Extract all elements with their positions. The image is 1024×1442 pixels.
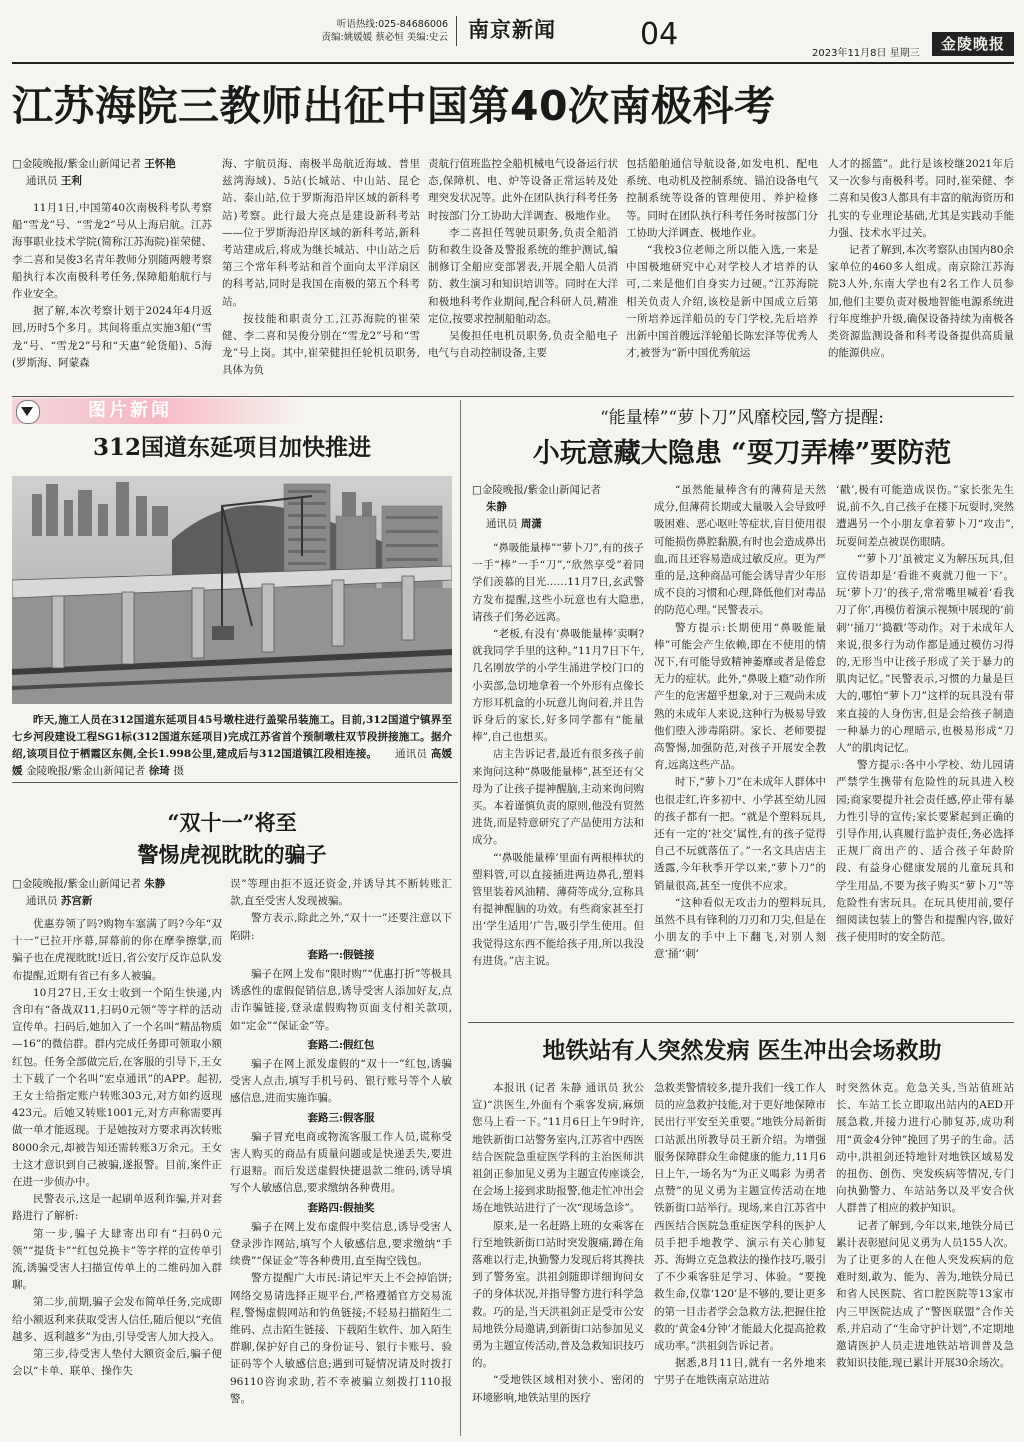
metro-col-3: 时突然休克。危急关头,当站值班站长、车站工长立即取出站内的AED开展急救,并接力进行心肺复苏,成功利用“黄金4分钟”挽回了男子的生命。活动中,洪祖剑还特地针对地铁区域易发的扭伤、创伤、突发疾病等情况,专门向执勤警力、车站站务以及平安合伙人群普了相应的救护知识。 记者了解到,今年以来,地铁分局已累计表彰慰问见义勇为人员155人次。为了让更多的人在他人突发疾病的危难时刻,敢为、能为、善为,地铁分局已和省人民医院、省口腔医院等13家市内三甲医院达成了“警医联盟”合作关系,并启动了“生命守护计划”,不定期地邀请医护人员走进地铁站培训普及急救知识技能,现已累计开展30余场次。 — [836, 1082, 1014, 1370]
lead-rule — [12, 396, 1014, 397]
toys-col-1: “鼻吸能量棒”“萝卜刀”,有的孩子一手“棒”一手“刀”,“欣然享受”着同学们羡慕的目光……11月7日,玄武警方发布提醒,这些小玩意也有大隐患,请孩子们务必远离。 “老板,有没有‘鼻吸能量棒’卖啊?就我同学手里的这种。”11月7日下午,几名刚放学的小学生涌进学校门口的小卖部,急切地拿着一个外形有点像长方形耳机盒的小玩意儿询问着,并且告诉身后的家长,好多同学都有“能量棒”,自己也想买。 店主告诉记者,最近有很多孩子前来询问这种“鼻吸能量棒”,甚至还有父母为了让孩子提神醒脑,主动来询问购买。本着谨慎负责的原则,他没有贸然进货,而是特意研究了产品使用方法和成分。 “‘鼻吸能量棒’里面有两根棒状的塑料管,可以直接插进两边鼻孔,塑料管里装着风油精、薄荷等成分,宣称具有提神醒脑的功效。有些商家甚至打出‘学生适用’广告,吸引学生使用。但我觉得这东西不能给孩子用,所以我没有进货。”店主说。 — [472, 542, 644, 967]
toys-col-3: ‘戳’,极有可能造成误伤。”家长张先生说,前不久,自己孩子在楼下玩耍时,突然遭遇另一个小朋友拿着萝卜刀“攻击”,玩耍间差点被误伤眼睛。 “‘萝卜刀’虽被定义为解压玩具,但宣传语却是‘看谁不爽就刀他一下’。玩‘萝卜刀’的孩子,常常嘴里喊着‘看我刀了你’,再模仿着演示视频中展现的‘前刺’‘捅刀’‘捣戳’等动作。对于未成年人来说,很多行为动作都是通过模仿习得的,无形当中让孩子形成了关于暴力的肌肉记忆。”民警表示,习惯的力量是巨大的,哪怕“萝卜刀”这样的玩具没有带来直接的人身伤害,但是会给孩子制造一种暴力的心理暗示,也极易形成“刀人”的肌肉记忆。 警方提示:各中小学校、幼儿园请严禁学生携带有危险性的玩具进入校园;商家要提升社会责任感,停止带有暴力性引导的宣传;家长要紧起到正确的引导作用,认真履行监护责任,务必选择正规厂商出产的、适合孩子年龄阶段、有益身心健康发展的儿童玩具和学生用品,不要为孩子购买“萝卜刀”等危险性有害玩具。在玩具使用前,要仔细阅读包装上的警告和提醒内容,做好孩子使用时的安全防范。 — [836, 484, 1014, 944]
toys-col-2: “虽然能量棒含有的薄荷是天然成分,但薄荷长期或大量吸入会导致呼吸困难、恶心呕吐等症状,盲目使用很可能损伤鼻腔黏膜,有时也会造成鼻出血,而且还容易造成过敏反应。更为严重的是,这种商品可能会诱导青少年形成不良的习惯和心理,降低他们对毒品的防范心理。”民警表示。 警方提示:长期使用“鼻吸能量棒”可能会产生依赖,即在不使用的情况下,有可能导致精神萎靡或者是倦怠无力的症状。此外,“鼻吸上瘾”动作所产生的危害超乎想象,对于三观尚未成熟的未成年人来说,这种行为极易导致他们堕入涉毒陷阱。家长、老师要提高警惕,加强防范,对孩子开展安全教育,远离这些产品。 时下,“萝卜刀”在未成年人群体中也很走红,许多初中、小学甚至幼儿园的孩子都有一把。“就是个塑料玩具,还有一定的‘社交’属性,有的孩子觉得自己不玩就落伍了。”一名文具店店主透露,今年秋季开学以来,“萝卜刀”的销量很高,甚至一度供不应求。 “这种看似无攻击力的塑料玩具,虽然不具有锋利的刀刃和刀尖,但是在小朋友的手中上下翻飞,对别人刻意‘捅’‘刺’ — [654, 484, 826, 961]
lead-byline: □金陵晚报/紫金山新闻记者 王怀艳 通讯员 王利 — [12, 158, 176, 187]
lead-col-3: 责航行值班监控全船机械电气设备运行状态,保障机、电、炉等设备正常运转及处理突发状况等。此外在团队执行科考任务时按部门分工协助大洋调查、极地作业。 李二喜担任驾驶员职务,负责全船消防和救生设备及警报系统的维护测试,编制修订全船应变部署表,开展全船人员消防、救生演习和知识培训等。同时在大洋和极地科考作业期间,配合科研人员,精准定位,按要求控制船舶动态。 吴俊担任电机员职务,负责全船电子电气与自动控制设备,主要 — [428, 158, 618, 360]
lead-col-5: 人才的摇篮”。此行是该校继2021年后又一次参与南极科考。同时,崔荣健、李二喜和吴俊3人都具有丰富的航海资历和扎实的专业理论基础,尤其是实践动手能力强、技术水平过关。 记者了解到,本次考察队由国内80余家单位的460多人组成。南京除江苏海院3人外,东南大学也有2名工作人员参加,他们主要负责对极地智能电源系统进行年度维护升级,确保设备持续为南极各类资源监测设备和科考设备提供高质量的能源供应。 — [828, 158, 1014, 360]
hotline: 听语热线:025-84686006 — [336, 19, 448, 30]
scam-col-1: 优惠券领了吗?购物车塞满了吗?今年“双十一”已拉开序幕,屏幕前的你在摩拳擦掌,而骗子也在虎视眈眈!近日,省公安厅反诈总队发布提醒,近期有省已有多人被骗。 10月27日,王女士收到一个陌生快递,内含印有“备战双11,扫码0元领”等字样的活动宣传单。扫码后,她加入了一个名叫“精品物质—16”的微信群。群内完成任务即可领取小额红包。任务全部做完后,在客服的引导下,王女士下载了一个名叫“宏卓通讯”的APP。起初,王女士给指定账户转账303元,对方如约返现423元。后她又转账1001元,对方声称需要再做一单才能返现。于是她按对方要求再次转账8000余元,却被告知还需转账3万余元。王女士这才意识到自己被骗,遂报警。目前,案件正在进一步侦办中。 民警表示,这是一起刷单返利诈骗,并对套路进行了解析: 第一步,骗子大肆寄出印有“扫码0元领”“提货卡”“红包兑换卡”等字样的宣传单引流,诱骗受害人扫描宣传单上的二维码加入群聊。 第二步,前期,骗子会发布简单任务,完成即给小额返利来获取受害人信任,随后便以“充值越多、返利越多”为由,引导受害人加大投入。 第三步,待受害人垫付大额资金后,骗子便会以“卡单、联单、操作失 — [12, 918, 222, 1378]
toys-headline: 小玩意藏大隐患 “耍刀弄棒”要防范 — [532, 438, 952, 469]
editors: 责编:姚媛媛 蔡必恒 美编:史云 — [321, 32, 448, 43]
metro-col-1: 本报讯 (记者 朱静 通讯员 狄公宣)“洪医生,外面有个乘客发病,麻烦您马上看一下。”11月6日上午9时许,地铁新街口站警务室内,江苏省中西医结合医院急重症医学科的主治医师洪祖剑正参加见义勇为主题宣传座谈会,在会场上接到求助报警,他走忙冲出会场在地铁站进行了一次“现场急诊”。 原来,是一名赶路上班的女乘客在行至地铁新街口站时突发腹痛,蹲在角落难以行走,执勤警力发现后将其搀扶到了警务室。洪祖剑随即详细询问女子的身体状况,并指导警方进行科学急救。巧的是,当天洪祖剑正是受市公安局地铁分局邀请,到新街口站参加见义勇为主题宣传活动,普及急救知识技巧的。 “受地铁区域相对狭小、密闭的环境影响,地铁站里的医疗 — [472, 1082, 644, 1404]
photo-news-headline: 312国道东延项目加快推进 — [92, 434, 371, 461]
toys-rule — [468, 1022, 1014, 1023]
construction-photo — [12, 476, 452, 704]
lead-col-4: 包括船舶通信导航设备,如发电机、配电系统、电动机及控制系统、锚泊设备电气控制系统等设备的管理使用、养护检修等。同时在团队执行科考任务时按部门分工协助大洋调查、极地作业。 “我校3位老师之所以能入选,一来是中国极地研究中心对学校人才培养的认可,二来是他们自身实力过硬。”江苏海院相关负责人介绍,该校是新中国成立后第一所培养远洋船员的专门学校,先后培养出新中国首艘远洋轮船长陈宏泽等优秀人才,被誉为“新中国优秀航运 — [626, 158, 818, 360]
lead-col-2: 海、宇航员海、南极半岛航近海域、普里兹湾海域)、5站(长城站、中山站、昆仑站、泰山站,位于罗斯海沿岸区域的新科考站)考察。此行最大亮点是建设新科考站——位于罗斯海沿岸区域的新科考站,新科考站建成后,将成为继长城站、中山站之后第三个常年科考站和首个面向太平洋扇区的科考站,同时是我国在南极的第五个科考站。 按技能和职责分工,江苏海院的崔荣健、李二喜和吴俊分别在“雪龙2”号和“雪龙”号上岗。其中,崔荣健担任轮机员职务,具体为负 — [222, 158, 420, 377]
toys-byline: □金陵晚报/紫金山新闻记者 朱静 通讯员 周潇 — [472, 484, 601, 530]
masthead-logo: 金陵晚报 — [932, 32, 1014, 56]
column-divider — [460, 400, 461, 1436]
section-title: 南京新闻 — [468, 18, 556, 42]
photo-caption: 昨天,施工人员在312国道东延项目45号墩柱进行盖梁吊装施工。目前,312国道宁镇界至七乡河段建设工程SG1标(312国道东延项目)完成江苏省首个预制墩柱双节段拼接施工。据介绍,该项目位于栖霞区东侧,全长1.998公里,建成后与312国道镇江段相连接。 通讯员 高媛媛 金陵晚报/紫金山新闻记者 徐琦 摄 — [12, 714, 453, 777]
metro-col-2: 急救类警情较多,提升我们一线工作人员的应急救护技能,对于更好地保障市民出行平安至关重要。”地铁分局新街口站派出所教导员王新介绍。为增强服务保障群众生命健康的能力,11月6日上午,一场名为“为正义喝彩 为勇者点赞”的见义勇为主题宣传活动在地铁新街口站举行。现场,来自江苏省中西医结合医院急重症医学科的医护人员手把手地教学、演示有关心肺复苏、海姆立克急救法的操作技巧,吸引了不少乘客驻足学习、体验。“要挽救生命,仅靠‘120’是不够的,要让更多的第一目击者学会急救方法,把握住抢救的‘黄金4分钟’才能最大化提高抢救成功率。”洪祖剑告诉记者。 据悉,8月11日,就有一名外地来宁男子在地铁南京站进站 — [654, 1082, 826, 1387]
scam-headline-2: 警惕虎视眈眈的骗子 — [137, 842, 327, 867]
scam-byline: □金陵晚报/紫金山新闻记者 朱静 通讯员 苏宫新 — [12, 878, 166, 907]
lead-col-1: 11月1日,中国第40次南极科考队考察船“雪龙”号、“雪龙2”号从上海启航。江苏海事职业技术学院(简称江苏海院)崔荣健、李二喜和吴俊3名青年教师分别随两艘考察船执行本次南极科考任务,保障船舶航行与作业安全。 据了解,本次考察计划于2024年4月返回,历时5个多月。其间将重点实施3船(“雪龙”号、“雪龙2”号和“天惠”轮货船)、5海(罗斯海、阿蒙森 — [12, 202, 212, 369]
triangle-down-icon — [21, 407, 33, 416]
lead-headline: 江苏海院三教师出征中国第40次南极科考 — [12, 82, 776, 130]
page-number: 04 — [640, 17, 679, 52]
header-rule — [12, 62, 1014, 64]
issue-date: 2023年11月8日 星期三 — [812, 48, 920, 59]
scam-col-2: 误”等理由拒不返还资金,并诱导其不断转账汇款,直至受害人发现被骗。 警方表示,除此之外,“双十一”还要注意以下陷阱: 套路一:假链接 骗子在网上发布“限时购”“优惠打折”等极具诱惑性的虚假促销信息,诱导受害人添加好友,点击诈骗链接,登录虚假购物页面支付相关款项,如“定金”“保证金”等。 套路二:假红包 骗子在网上派发虚假的“双十一”红包,诱骗受害人点击,填写手机号码、银行账号等个人敏感信息,进而实施诈骗。 套路三:假客服 骗子冒充电商或物流客服工作人员,谎称受害人购买的商品有质量问题或是快递丢失,要进行退赔。而后发送虚假快捷退款二维码,诱导填写个人敏感信息,要求缴纳各种费用。 套路四:假抽奖 骗子在网上发布虚假中奖信息,诱导受害人登录涉诈网站,填写个人敏感信息,要求缴纳“手续费”“保证金”等各种费用,直至掏空钱包。 警方提醒广大市民:请记牢天上不会掉馅饼;网络交易请选择正规平台,严格遵循官方交易流程,警惕虚假网站和钓鱼链接;不轻易扫描陌生二维码、点击陌生链接、下载陌生软件、加入陌生群聊,保护好自己的身份证号、银行卡账号、验证码等个人敏感信息;遇到可疑情况请及时拨打96110咨询求助,若不幸被骗立刻拨打110报警。 — [230, 878, 452, 1405]
scam-headline-1: “双十一”将至 — [167, 810, 297, 835]
metro-headline: 地铁站有人突然发病 医生冲出会场救助 — [542, 1037, 942, 1064]
photo-rule — [12, 782, 458, 783]
photo-news-banner: 图片新闻 — [12, 398, 302, 424]
toys-kicker: “能量棒”“萝卜刀”风靡校园,警方提醒: — [600, 408, 884, 428]
